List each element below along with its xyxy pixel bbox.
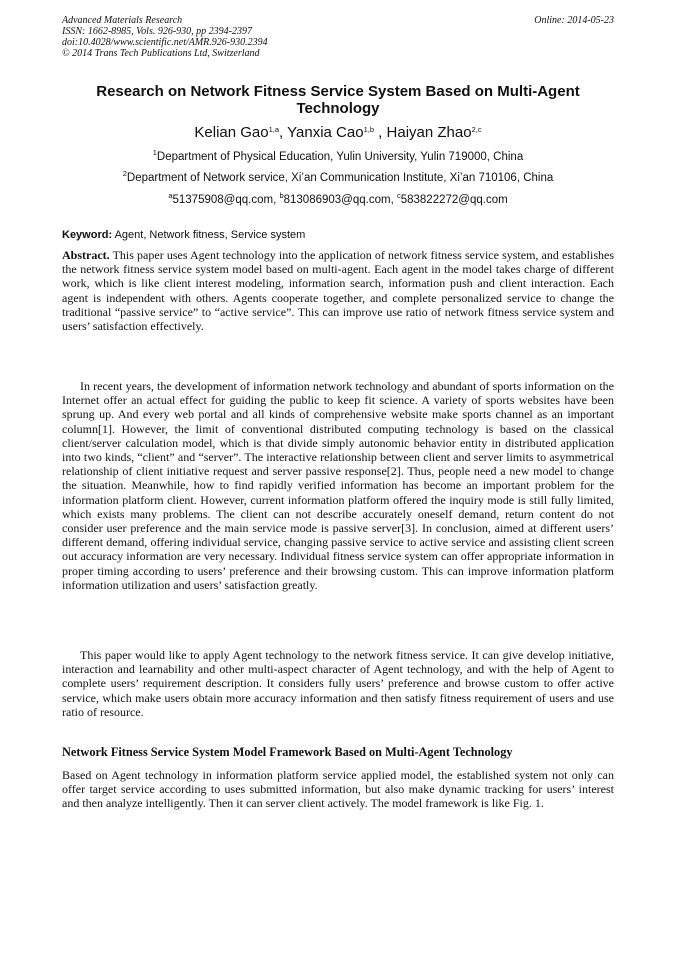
email-link[interactable]: 813086903@qq.com <box>283 194 391 206</box>
intro-paragraph-1: In recent years, the development of information network technology and abundant of sports information on the Internet offer an actual effect for guiding the public to keep fit science. A variety of sports websites have been sprung up. And every web portal and all kinds of comprehensive website make sports channel as an important column[1]. However, the limit of conventional distributed computing technology is based on the classical client/server calculation model, which is that divide simply autonomic behavior entity in distributed application into two kinds, “client” and “server”. The interactive relationship between client and server limits to asymmetrical relationship of client initiative request and server passive response[2]. Thus, people need a new model to change the situation. Meanwhile, how to find rapidly verified information has become an important problem for the information platform client. However, current information platform offered the inquiry mode is still fully limited, which exists many problems. The client can not describe accurately oneself demand, return content do not consider user preference and the main service mode is passive server[3]. In conclusion, aimed at different users’ different demand, offering individual service, changing passive service to active service and assisting client screen out accuracy information are very necessary. Individual fitness service system can offer appropriate information in proper timing according to users’ preference and their browsing custom. This can improve information platform information utilization and users’ satisfaction greatly. <box>62 379 614 592</box>
email-sup: b <box>279 191 284 200</box>
paper-title: Research on Network Fitness Service System Based on Multi-Agent Technology <box>96 83 580 117</box>
author-name: Haiyan Zhao <box>386 124 472 141</box>
author-name: Kelian Gao <box>194 124 269 141</box>
affiliation-sup: 2 <box>122 169 127 178</box>
affiliation-1 <box>62 150 614 164</box>
issn-line: ISSN: 1662-8985, Vols. 926-930, pp 2394-2397 <box>62 26 252 37</box>
email-sup: a <box>168 191 173 200</box>
journal-name: Advanced Materials Research <box>62 15 183 26</box>
journal-header <box>62 15 614 59</box>
author-sup: 1,b <box>363 125 374 134</box>
header-left <box>62 15 614 59</box>
email-link[interactable]: 51375908@qq.com <box>172 194 274 206</box>
intro-paragraph-2: This paper would like to apply Agent technology to the network fitness service. It can give develop initiative, interaction and learnability and other multi-aspect character of Agent technology, and with the help of Agent to complete users’ requirement description. It considers fully users’ preference and browse custom to offer active service, which make users obtain more accuracy information and then satisfy fitness requirement of users and use ratio of resource. <box>62 648 614 719</box>
email-link[interactable]: 583822272@qq.com <box>400 194 508 206</box>
keywords-text: Agent, Network fitness, Service system <box>114 229 306 241</box>
affiliation-text: Department of Physical Education, Yulin University, Yulin 719000, China <box>156 151 524 163</box>
section-paragraph-1: Based on Agent technology in information platform service applied model, the established system not only can offer target service according to uses submitted information, but also make dynamic tracking for users’ interest and then analyze intelligently. Then it can server client actively. The model framework is like Fig. 1. <box>62 768 614 811</box>
abstract <box>62 248 614 333</box>
section-heading: Network Fitness Service System Model Framework Based on Multi-Agent Technology <box>62 745 513 759</box>
abstract-text: This paper uses Agent technology into the application of network fitness service system, and establishes the network fitness service system model based on multi-agent. Each agent in the model takes charge of different work, which is like client interest modeling, information search, information push and client interaction. Each agent is independent with others. Agents cooperate together, and complete personalized service to change the traditional “passive service” to “active service”. This can improve use ratio of network fitness service system and users’ satisfaction effectively. <box>62 248 614 334</box>
author-sup: 1,a <box>268 125 280 134</box>
abstract-label: Abstract. <box>62 248 110 262</box>
email-line: $^a$51375908@qq.com, $^b$813086903@qq.com, $^c$583822272@qq.com <box>168 191 508 206</box>
email-sup: c <box>396 191 401 200</box>
author-list: Kelian Gao$^{1,a}$, Yanxia Cao$^{1,b}$ , Haiyan Zhao$^{2,c}$ <box>194 124 482 141</box>
author-sup: 2,c <box>471 125 482 134</box>
keywords <box>62 228 614 242</box>
affiliation-text: Department of Network service, Xi’an Communication Institute, Xi’an 710106, China <box>126 172 554 184</box>
keywords-label: Keyword: <box>62 229 113 241</box>
affiliation-sup: 1 <box>152 148 157 157</box>
online-date: Online: 2014-05-23 <box>534 15 614 26</box>
affiliation-2 <box>62 171 614 185</box>
doi-line: doi:10.4028/www.scientific.net/AMR.926-930.2394 <box>62 37 268 48</box>
copyright-line: © 2014 Trans Tech Publications Ltd, Switzerland <box>62 48 260 59</box>
author-name: Yanxia Cao <box>287 124 364 141</box>
